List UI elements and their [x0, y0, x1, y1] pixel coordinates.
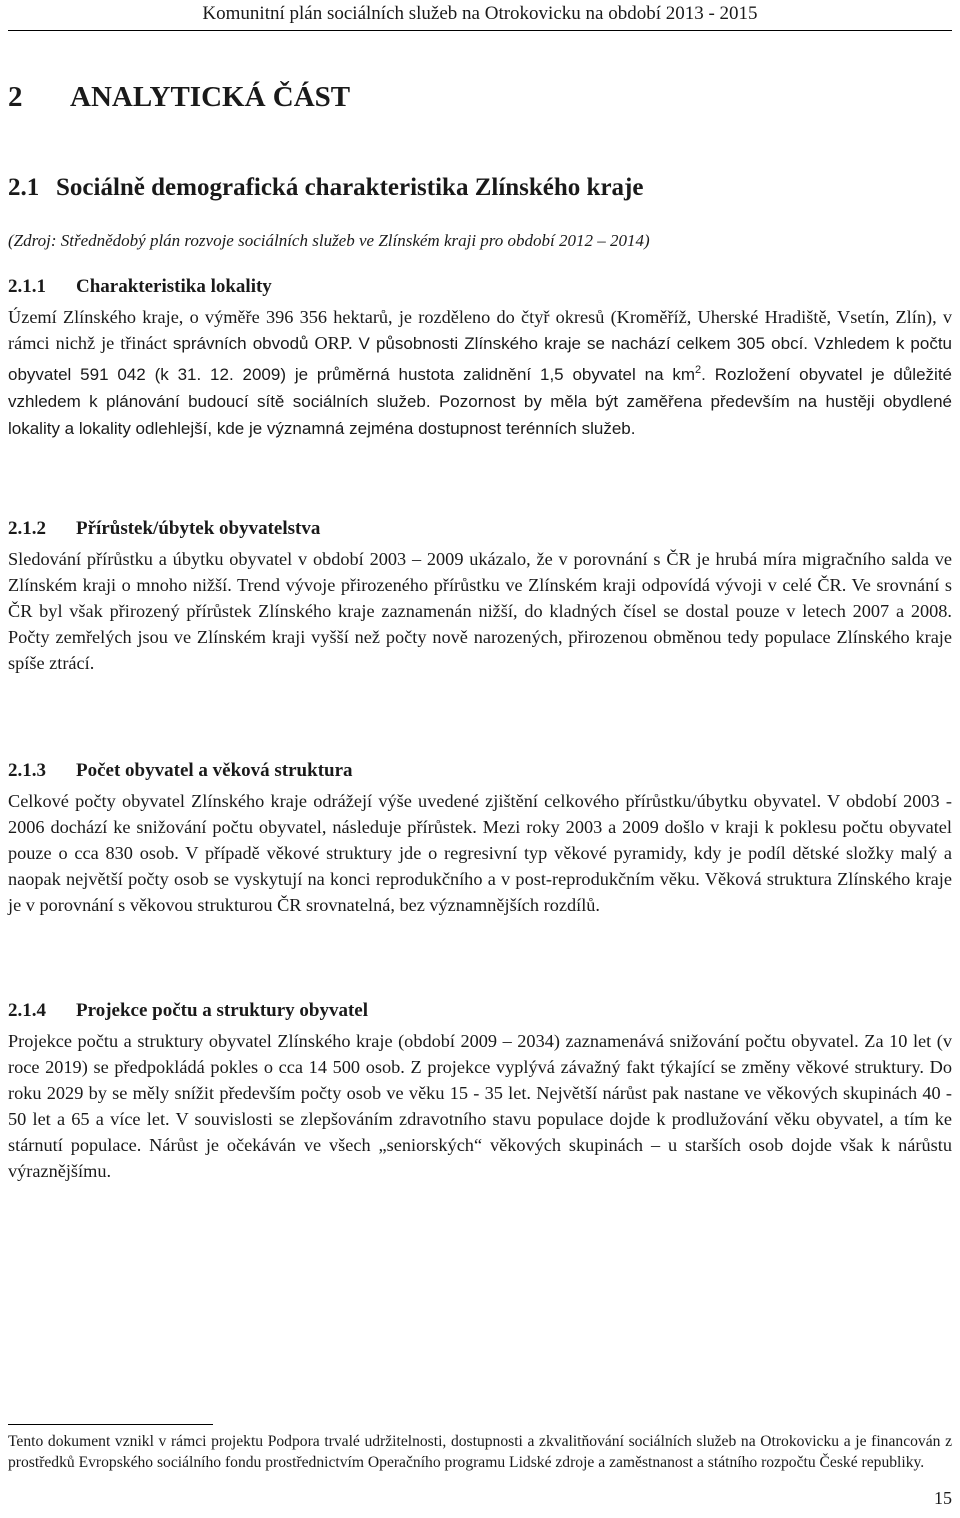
subsection-number: 2.1.1 — [8, 276, 46, 297]
subsection-vekova-struktura — [8, 758, 952, 918]
subsection-prirustek — [8, 516, 952, 676]
chapter-heading — [8, 80, 350, 114]
subsection-lokalita — [8, 274, 952, 442]
running-header: Komunitní plán sociálních služeb na Otrokovicku na období 2013 - 2015 — [202, 3, 758, 24]
superscript: 2 — [695, 364, 702, 376]
subsection-number: 2.1.2 — [8, 518, 46, 539]
section-number: 2.1 — [8, 174, 40, 201]
footer-note: Tento dokument vznikl v rámci projektu Podpora trvalé udržitelnosti, dostupnosti a zkvalitňování sociálních služeb na Otrokovicku a je financován z prostředků Evropského sociálního fondu prostřednictvím Operačního programu Lidské zdroje a zaměstnanost a státního rozpočtu České republiky. — [8, 1433, 952, 1471]
subsection-heading — [8, 758, 952, 784]
paragraph-text-sans: správních obvodů — [172, 334, 309, 353]
subsection-number: 2.1.3 — [8, 760, 46, 781]
subsection-heading — [8, 274, 952, 300]
chapter-number: 2 — [8, 81, 23, 113]
subsection-title: Projekce počtu a struktury obyvatel — [76, 1000, 369, 1021]
subsection-paragraph: Sledování přírůstku a úbytku obyvatel v období 2003 – 2009 ukázalo, že v porovnání s ČR je hrubá míra migračního salda ve Zlínském kraji o mnoho nižší. Trend vývoje přirozeného přírůstku ve Zlínském kraji odpovídá vývoji v celé ČR. Ve srovnání s ČR byl však přirozený přírůstek Zlínského kraje zaznamenán nižší, do kladných čísel se dostal pouze v letech 2007 a 2008. Počty zemřelých jsou ve Zlínském kraji vyšší než počty nově narozených, přirozenou obměnou tedy populace Zlínského kraje spíše ztrácí. — [8, 549, 952, 673]
subsection-title: Charakteristika lokality — [76, 276, 272, 297]
section-heading — [8, 173, 643, 203]
subsection-paragraph: Celkové počty obyvatel Zlínského kraje odrážejí výše uvedené zjištění celkového přírůstku/úbytku obyvatel. V období 2003 - 2006 dochází ke snižování počtu obyvatel, následuje přírůstek. Mezi roky 2003 a 2009 došlo v kraji k poklesu počtu obyvatel pouze o cca 830 osob. V případě věkové struktury jde o regresivní typ věkové pyramidy, kdy je podíl dětské složky malý a naopak největší počty osob se vyskytují na konci reprodukčního a v post-reprodukčním věku. Věková struktura Zlínského kraje je v porovnání s věkovou strukturou ČR srovnatelná, bez významnějších rozdílů. — [8, 791, 952, 915]
subsection-title: Počet obyvatel a věková struktura — [76, 760, 353, 781]
subsection-heading — [8, 516, 952, 542]
subsection-title: Přírůstek/úbytek obyvatelstva — [76, 518, 321, 539]
paragraph-text-serif: Území Zlínského kraje, o výměře 396 356 hektarů, je rozděleno do čtyř okresů (Kroměříž, Uherské Hradiště, Vsetín, Zlín), v rámci nichž je třináct — [8, 307, 952, 353]
section-title: Sociálně demografická charakteristika Zlínského kraje — [56, 174, 644, 201]
page-number: 15 — [934, 1488, 952, 1508]
header-divider — [8, 30, 952, 31]
paragraph-text-sans: V působnosti Zlínského kraje se nachází celkem 305 obcí. Vzhledem k počtu obyvatel 591 042 (k 31. 12. 2009) je průměrná hustota zalidnění 1,5 obyvatel na km — [8, 334, 953, 385]
subsection-paragraph — [8, 304, 952, 442]
source-note: (Zdroj: Střednědobý plán rozvoje sociálních služeb ve Zlínském kraji pro období 2012 – 2014) — [8, 231, 650, 250]
paragraph-text-serif: ORP. — [308, 333, 359, 353]
subsection-projekce — [8, 998, 952, 1184]
subsection-paragraph: Projekce počtu a struktury obyvatel Zlínského kraje (období 2009 – 2034) zaznamenává snižování počtu obyvatel. Za 10 let (v roce 2019) se předpokládá pokles o cca 14 500 osob. Z projekce vyplývá závažný fakt týkající se změny věkové struktury. Do roku 2029 by se měly snížit především počty osob ve věku 15 - 35 let. Největší nárůst pak nastane ve věkových skupinách 40 - 50 let a 65 a více let. V souvislosti se zlepšováním zdravotního stavu populace dojde k prodlužování věku obyvatel, a tím ke stárnutí populace. Nárůst je očekáván ve všech „seniorských“ věkových skupinách – u starších osob dojde však k nárůstu výraznějšímu. — [8, 1031, 952, 1181]
subsection-number: 2.1.4 — [8, 1000, 46, 1021]
paragraph-text-sans: . Rozložení obyvatel je důležité vzhledem k plánování budoucí sítě sociálních služeb. Pozornost by měla být zaměřena především na hustěji obydlené lokality a lokality odlehlejší, kde je významná zejména dostupnost terénních služeb. — [8, 365, 952, 439]
subsection-heading — [8, 998, 952, 1024]
chapter-title: ANALYTICKÁ ČÁST — [70, 81, 351, 113]
footnote-divider — [8, 1424, 213, 1425]
